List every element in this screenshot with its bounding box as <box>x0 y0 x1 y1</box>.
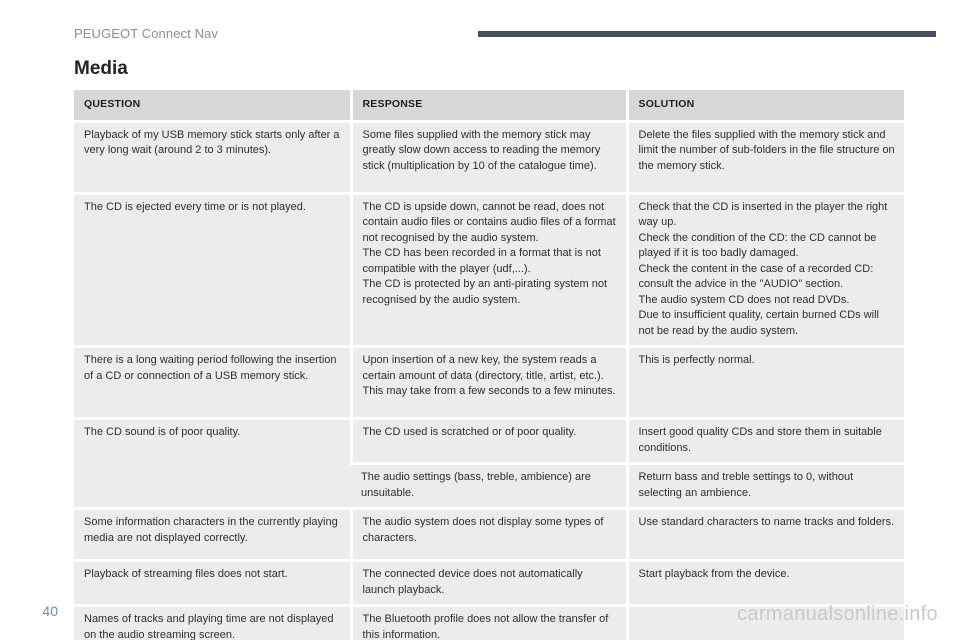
table-row <box>74 419 904 464</box>
question-cell: Some information characters in the currently playing media are not displayed correctly. <box>74 509 351 561</box>
response-cell: The CD used is scratched or of poor quality. <box>351 419 627 464</box>
section-title: Media <box>74 58 128 79</box>
faq-table <box>74 90 904 640</box>
table-row <box>74 561 904 606</box>
table-row <box>74 509 904 561</box>
solution-cell: Use standard characters to name tracks and folders. <box>627 509 904 561</box>
response-cell: Some files supplied with the memory stick may greatly slow down access to reading the memory stick (multiplication by 10 of the catalogue time). <box>351 121 627 193</box>
column-header-solution: SOLUTION <box>627 90 904 121</box>
response-cell: The CD is upside down, cannot be read, does not contain audio files or contains audio files of a format not recognised by the audio system. The CD has been recorded in a format that is not compatible with the player (udf,...). The CD is protected by an anti-pirating system not recognised by the audio system. <box>351 193 627 347</box>
response-cell: The Bluetooth profile does not allow the transfer of this information. <box>351 606 627 640</box>
solution-cell: Check that the CD is inserted in the player the right way up. Check the condition of the CD: the CD cannot be played if it is too badly damaged. Check the content in the case of a recorded CD: consult the advice in the "AUDIO" section. The audio system CD does not read DVDs. Due to insufficient quality, certain burned CDs will not be read by the audio system. <box>627 193 904 347</box>
response-cell: Upon insertion of a new key, the system reads a certain amount of data (directory, title, artist, etc.). This may take from a few seconds to a few minutes. <box>351 347 627 419</box>
faq-table-header <box>74 90 904 121</box>
column-header-question: QUESTION <box>74 90 351 121</box>
question-cell: Names of tracks and playing time are not displayed on the audio streaming screen. <box>74 606 351 640</box>
document-header-title: PEUGEOT Connect Nav <box>74 26 218 41</box>
header-accent-bar <box>478 31 936 37</box>
question-cell: Playback of my USB memory stick starts only after a very long wait (around 2 to 3 minutes). <box>74 121 351 193</box>
response-cell: The audio settings (bass, treble, ambience) are unsuitable. <box>351 464 627 509</box>
solution-cell: This is perfectly normal. <box>627 347 904 419</box>
solution-cell: Delete the files supplied with the memory stick and limit the number of sub-folders in the file structure on the memory stick. <box>627 121 904 193</box>
question-cell: Playback of streaming files does not start. <box>74 561 351 606</box>
question-cell: The CD is ejected every time or is not played. <box>74 193 351 347</box>
question-cell: The CD sound is of poor quality. <box>74 419 351 509</box>
solution-cell: Insert good quality CDs and store them in suitable conditions. <box>627 419 904 464</box>
table-row <box>74 121 904 193</box>
question-cell: There is a long waiting period following the insertion of a CD or connection of a USB memory stick. <box>74 347 351 419</box>
response-cell: The audio system does not display some types of characters. <box>351 509 627 561</box>
watermark-text: carmanualsonline.info <box>737 603 938 625</box>
solution-cell: Start playback from the device. <box>627 561 904 606</box>
response-cell: The connected device does not automatically launch playback. <box>351 561 627 606</box>
table-row <box>74 347 904 419</box>
faq-table-body <box>74 121 904 640</box>
page-number: 40 <box>42 603 58 619</box>
table-row <box>74 193 904 347</box>
column-header-response: RESPONSE <box>351 90 627 121</box>
solution-cell: Return bass and treble settings to 0, without selecting an ambience. <box>627 464 904 509</box>
